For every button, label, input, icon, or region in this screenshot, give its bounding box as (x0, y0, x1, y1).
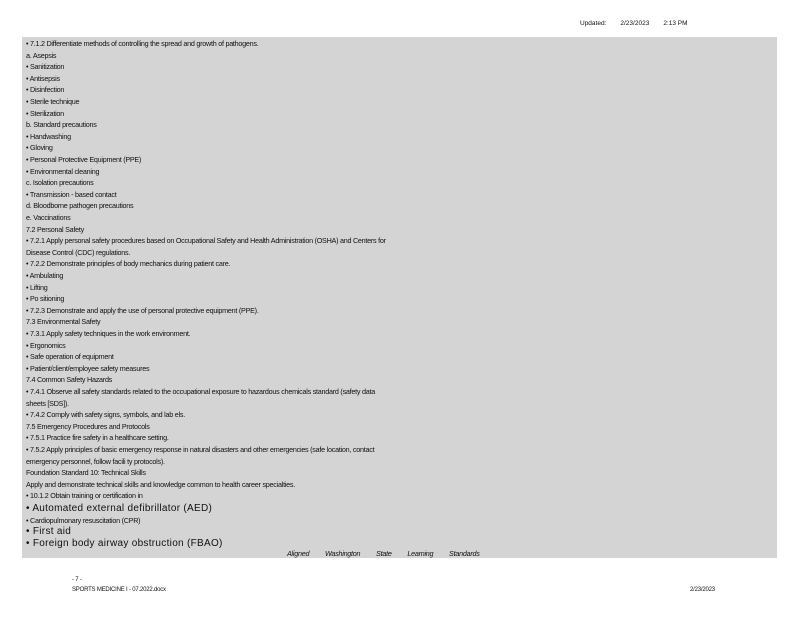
document-line: • Lifting (26, 282, 48, 292)
document-line: • Personal Protective Equipment (PPE) (26, 155, 142, 164)
certification-item: • First aid (26, 526, 72, 538)
footer-filename: SPORTS MEDICINE I - 07.2022.docx (72, 587, 166, 593)
document-line: d. Bloodborne pathogen precautions (26, 201, 134, 211)
document-line: 7.2 Personal Safety (26, 224, 84, 234)
document-line: Foundation Standard 10: Technical Skills (26, 468, 146, 478)
document-line: • 7.2.3 Demonstrate and apply the use of personal protective equipment (PPE). (26, 305, 259, 315)
document-line: 7.3 Environmental Safety (26, 317, 101, 327)
document-line: • Patient/client/employee safety measures (26, 363, 150, 373)
document-line: • 7.4.1 Observe all safety standards related to the occupational exposure to hazardous chemicals standard (safety data (26, 387, 375, 396)
certification-item: • Automated external defibrillator (AED) (26, 503, 213, 514)
document-line: b. Standard precautions (26, 120, 97, 130)
document-line: • 7.3.1 Apply safety techniques in the work environment. (26, 329, 191, 338)
document-body (22, 37, 777, 558)
document-line: • 7.2.1 Apply personal safety procedures based on Occupational Safety and Health Administration (OSHA) and Centers for (26, 236, 386, 246)
footer-date: 2/23/2023 (690, 587, 715, 593)
document-line: • Sanitization (26, 62, 65, 72)
updated-label: Updated: (580, 20, 607, 27)
document-line: Disease Control (CDC) regulations. (26, 247, 131, 257)
document-line: • Gloving (26, 143, 53, 153)
certification-item: • Foreign body airway obstruction (FBAO) (26, 537, 223, 549)
document-line: • 10.1.2 Obtain training or certification in (26, 491, 143, 501)
document-line: • Antisepsis (26, 73, 60, 83)
document-line: • 7.5.2 Apply principles of basic emergency response in natural disasters and other emergencies (safe location, contact (26, 445, 375, 454)
document-line: e. Vaccinations (26, 213, 71, 222)
document-line: c. Isolation precautions (26, 178, 94, 188)
document-line: • Safe operation of equipment (26, 352, 114, 362)
document-line: 7.5 Emergency Procedures and Protocols (26, 421, 150, 431)
document-line: • Sterile technique (26, 97, 80, 106)
certification-item: • Cardiopulmonary resuscitation (CPR) (26, 515, 141, 525)
document-line: • Disinfection (26, 85, 65, 95)
document-line: • Ergonomics (26, 340, 66, 350)
document-line: • Handwashing (26, 131, 71, 141)
document-line: • Ambulating (26, 271, 64, 280)
document-line: • Po sitioning (26, 294, 65, 304)
document-line: • 7.4.2 Comply with safety signs, symbols, and lab els. (26, 410, 185, 420)
document-line: emergency personnel, follow facili ty protocols). (26, 456, 165, 466)
document-line: • Sterilization (26, 108, 64, 118)
updated-header (580, 20, 688, 27)
document-line: • Transmission - based contact (26, 189, 117, 199)
updated-date: 2/23/2023 (620, 20, 650, 27)
document-line: • 7.1.2 Differentiate methods of controlling the spread and growth of pathogens. (26, 39, 259, 48)
document-line: 7.4 Common Safety Hazards (26, 375, 113, 385)
document-line: • Environmental cleaning (26, 166, 100, 176)
document-line: a. Asepsis (26, 50, 57, 60)
updated-time: 2:13 PM (663, 20, 688, 27)
page-number: - 7 - (72, 577, 82, 583)
document-line: sheets [SDS]). (26, 398, 69, 408)
document-line: • 7.2.2 Demonstrate principles of body mechanics during patient care. (26, 259, 231, 269)
document-line: • 7.5.1 Practice fire safety in a healthcare setting. (26, 433, 169, 443)
aligned-standards-heading: Aligned Washington State Learning Standards (287, 549, 480, 558)
document-line: Apply and demonstrate technical skills and knowledge common to health career specialties. (26, 479, 296, 489)
